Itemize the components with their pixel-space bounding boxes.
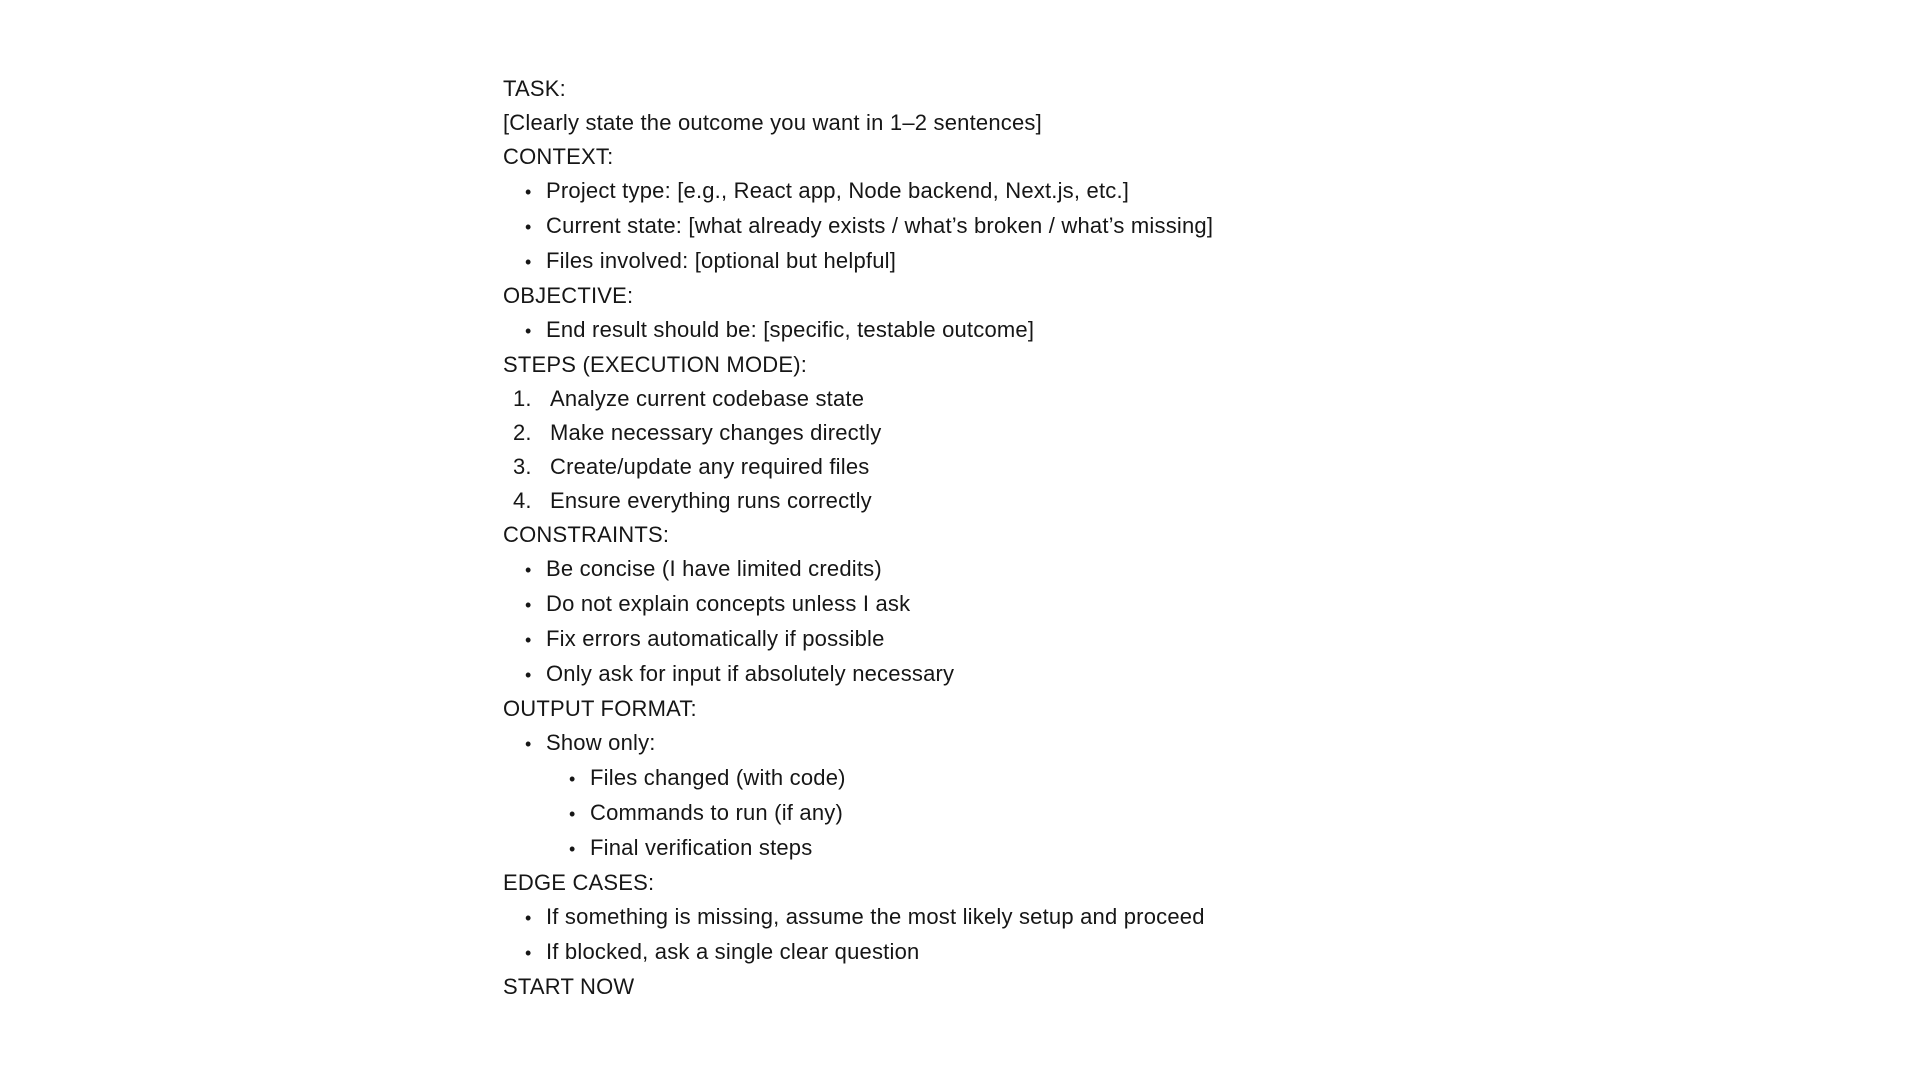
doc-line-text: Create/update any required files [550,454,870,479]
number-marker: 4. [513,488,532,513]
doc-line-text: Be concise (I have limited credits) [546,556,882,581]
doc-line-bullet [503,657,1213,692]
doc-line-text: Project type: [e.g., React app, Node backend, Next.js, etc.] [546,178,1130,203]
doc-line-heading [503,970,1213,1004]
bullet-marker: • [525,665,532,685]
doc-line-text: If something is missing, assume the most likely setup and proceed [546,904,1205,929]
doc-line-numbered [503,450,1213,484]
doc-line-text: Current state: [what already exists / what’s broken / what’s missing] [546,213,1214,238]
bullet-marker: • [525,217,532,237]
doc-line-bullet [503,313,1213,348]
number-marker: 2. [513,420,532,445]
bullet-marker: • [525,630,532,650]
doc-line-numbered [503,416,1213,450]
doc-line-sub-bullet [503,761,1213,796]
doc-line-heading [503,692,1213,726]
doc-line-bullet [503,935,1213,970]
doc-line-bullet [503,244,1213,279]
bullet-marker: • [525,595,532,615]
doc-line-heading [503,279,1213,313]
doc-line-text: Do not explain concepts unless I ask [546,591,911,616]
doc-line-bullet [503,726,1213,761]
doc-line-bullet [503,587,1213,622]
bullet-marker: • [525,734,532,754]
doc-line-numbered [503,382,1213,416]
doc-line-heading [503,72,1213,106]
doc-line-text: CONSTRAINTS: [503,522,670,547]
doc-line-text: OBJECTIVE: [503,283,634,308]
doc-line-heading [503,140,1213,174]
doc-line-text: Final verification steps [590,835,813,860]
bullet-marker: • [525,182,532,202]
bullet-marker: • [525,908,532,928]
doc-line-text: Commands to run (if any) [590,800,843,825]
number-marker: 1. [513,386,532,411]
doc-line-text: [Clearly state the outcome you want in 1–2 sentences] [503,110,1042,135]
doc-line-bullet [503,622,1213,657]
number-marker: 3. [513,454,532,479]
bullet-marker: • [525,321,532,341]
doc-line-text: Only ask for input if absolutely necessary [546,661,955,686]
doc-line-text: START NOW [503,974,635,999]
doc-line-sub-bullet [503,796,1213,831]
bullet-marker: • [569,839,576,859]
doc-line-bullet [503,552,1213,587]
bullet-marker: • [525,252,532,272]
doc-line-heading [503,518,1213,552]
doc-line-text: Files changed (with code) [590,765,846,790]
bullet-marker: • [569,804,576,824]
doc-line-numbered [503,484,1213,518]
doc-line-sub-bullet [503,831,1213,866]
doc-line-text: TASK: [503,76,566,101]
bullet-marker: • [525,560,532,580]
doc-line-text: End result should be: [specific, testable outcome] [546,317,1035,342]
doc-line-text: STEPS (EXECUTION MODE): [503,352,808,377]
doc-line-text: Files involved: [optional but helpful] [546,248,897,273]
bullet-marker: • [525,943,532,963]
doc-line-text: If blocked, ask a single clear question [546,939,920,964]
doc-line-text: Show only: [546,730,656,755]
doc-line-text: OUTPUT FORMAT: [503,696,697,721]
doc-line-bullet [503,209,1213,244]
doc-line-text: Analyze current codebase state [550,386,865,411]
bullet-marker: • [569,769,576,789]
doc-line-text: Ensure everything runs correctly [550,488,872,513]
prompt-template-document [503,72,1213,1004]
doc-line-text: EDGE CASES: [503,870,655,895]
doc-line-plain [503,106,1213,140]
doc-line-text: Fix errors automatically if possible [546,626,885,651]
doc-line-heading [503,348,1213,382]
doc-line-bullet [503,900,1213,935]
doc-line-heading [503,866,1213,900]
doc-line-text: CONTEXT: [503,144,614,169]
doc-line-text: Make necessary changes directly [550,420,882,445]
doc-line-bullet [503,174,1213,209]
